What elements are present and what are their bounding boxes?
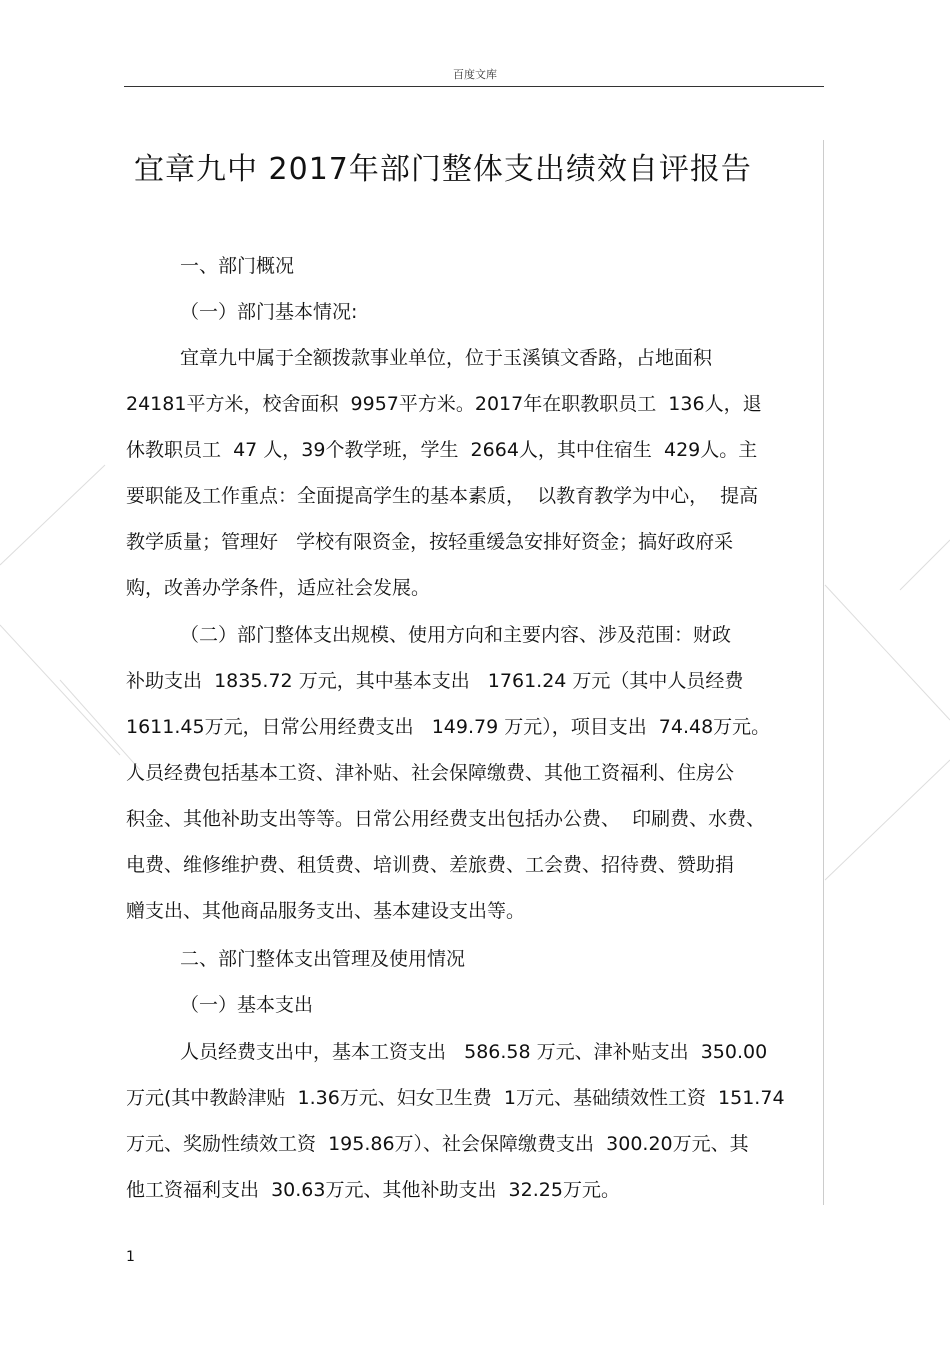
paragraph-line: （二）部门整体支出规模、使用方向和主要内容、涉及范围：财政	[180, 624, 732, 646]
paragraph-line: 电费、维修维护费、租赁费、培训费、差旅费、工会费、招待费、赞助捐	[126, 854, 735, 876]
paragraph-line: 1611.45万元，日常公用经费支出 149.79 万元），项目支出 74.48万元。	[126, 716, 771, 738]
document-title: 宜章九中 2017年部门整体支出绩效自评报告	[134, 152, 752, 187]
paragraph-line: 休教职员工 47 人，39个教学班，学生 2664人，其中住宿生 429人。主	[126, 439, 758, 461]
paragraph-line: 万元、奖励性绩效工资 195.86万）、社会保障缴费支出 300.20万元、其	[126, 1133, 749, 1155]
paragraph-line: 教学质量；管理好 学校有限资金，按轻重缓急安排好资金；搞好政府采	[126, 531, 734, 553]
page-number: 1	[126, 1249, 135, 1265]
page-margin-line	[823, 140, 824, 1205]
paragraph-line: 补助支出 1835.72 万元，其中基本支出 1761.24 万元（其中人员经费	[126, 670, 744, 692]
heading-1: 一、部门概况	[180, 255, 295, 277]
heading-2: 二、部门整体支出管理及使用情况	[180, 948, 466, 970]
paragraph-line: 要职能及工作重点：全面提高学生的基本素质， 以教育教学为中心， 提高	[126, 485, 759, 507]
header-brand: 百度文库	[453, 68, 497, 81]
subheading: （一）部门基本情况:	[180, 301, 358, 323]
paragraph-line: 购，改善办学条件，适应社会发展。	[126, 577, 431, 599]
paragraph-line: 他工资福利支出 30.63万元、其他补助支出 32.25万元。	[126, 1179, 620, 1201]
paragraph-line: 人员经费支出中，基本工资支出 586.58 万元、津补贴支出 350.00	[180, 1041, 768, 1063]
paragraph-line: 宜章九中属于全额拨款事业单位，位于玉溪镇文香路，占地面积	[180, 347, 713, 369]
paragraph-line: 赠支出、其他商品服务支出、基本建设支出等。	[126, 900, 526, 922]
paragraph-line: 人员经费包括基本工资、津补贴、社会保障缴费、其他工资福利、住房公	[126, 762, 735, 784]
paragraph-line: 积金、其他补助支出等等。日常公用经费支出包括办公费、 印刷费、水费、	[126, 808, 766, 830]
subheading: （一）基本支出	[180, 994, 314, 1016]
header-divider	[124, 86, 824, 87]
paragraph-line: 万元(其中教龄津贴 1.36万元、妇女卫生费 1万元、基础绩效性工资 151.74	[126, 1087, 785, 1109]
paragraph-line: 24181平方米，校舍面积 9957平方米。2017年在职教职员工 136人，退	[126, 393, 762, 415]
